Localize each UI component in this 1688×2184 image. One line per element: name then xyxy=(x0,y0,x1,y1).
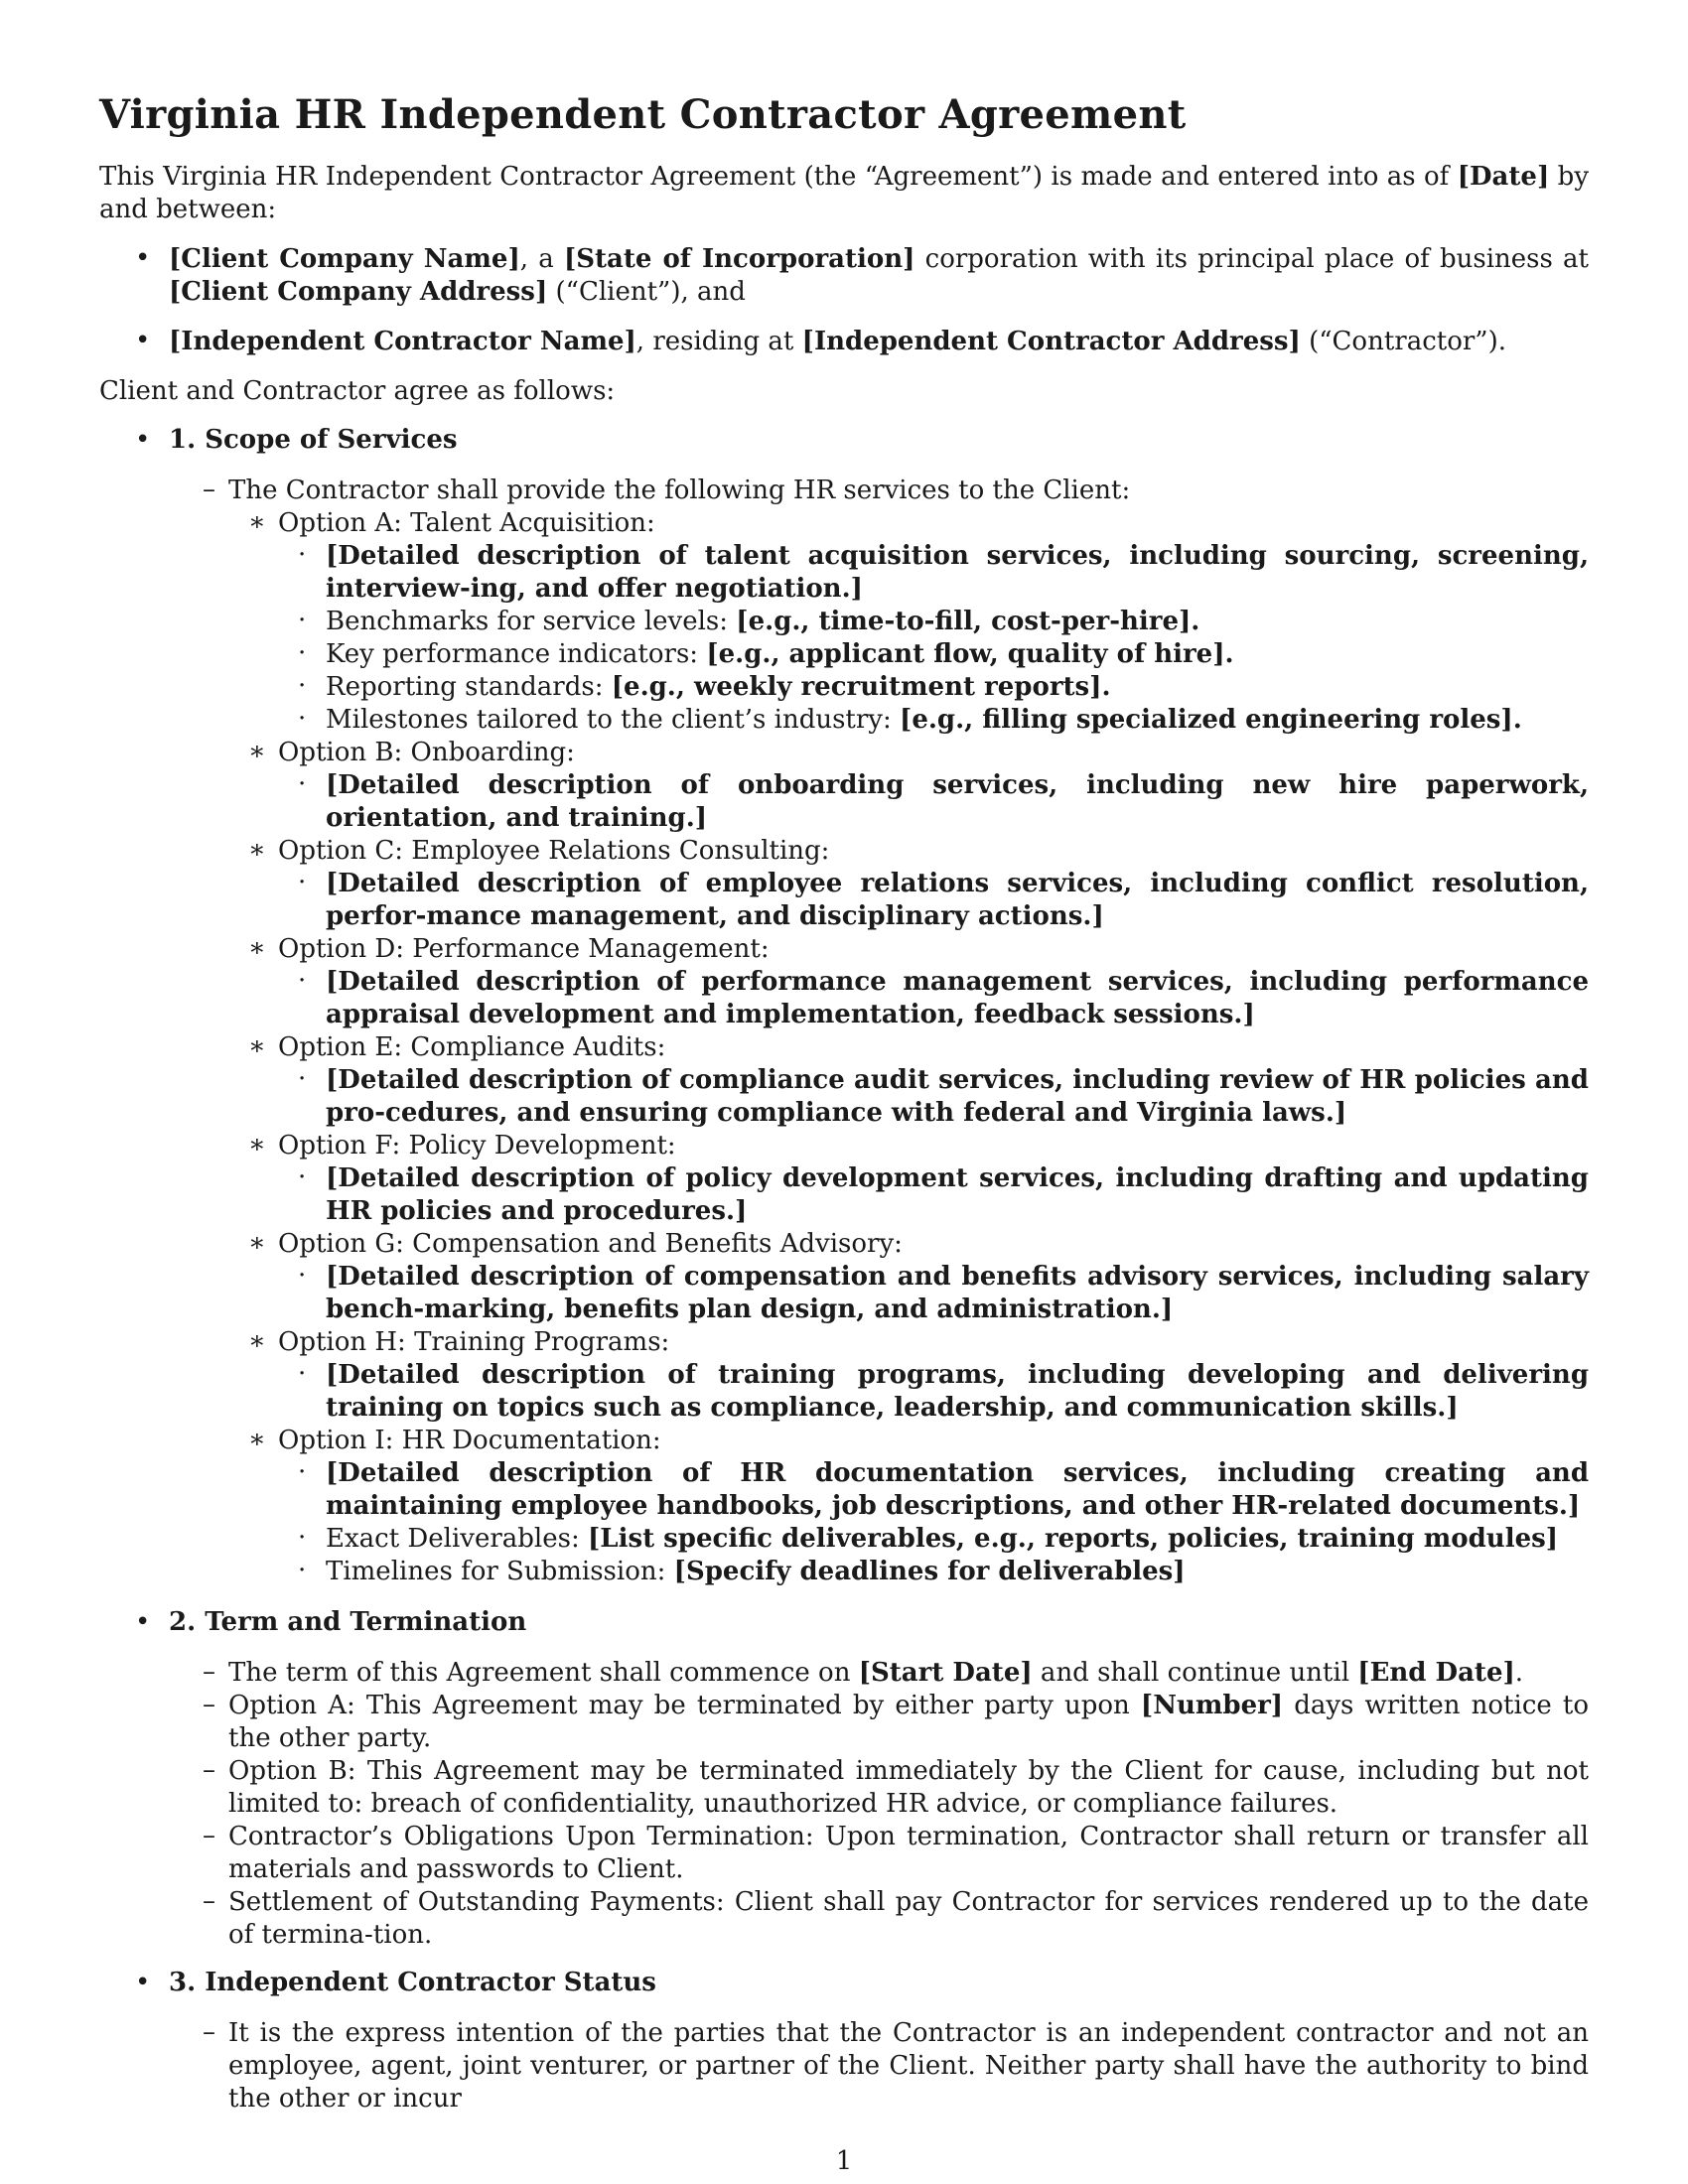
option-g-description: [Detailed description of compensation and benefits advisory services, including salary bench-marking, benefits plan design, and administration.] xyxy=(326,1262,1589,1324)
option-d-label: Option D: Performance Management: xyxy=(278,934,770,964)
option-b-label: Option B: Onboarding: xyxy=(278,738,575,767)
option-a-description: [Detailed description of talent acquisition services, including sourcing, screening, interview-ing, and offer negotiation.] xyxy=(326,541,1589,604)
termination-option-a: Option A: This Agreement may be terminated by either party upon [Number] days written notice to the other party. xyxy=(228,1691,1589,1753)
bullet-icon: • xyxy=(135,243,151,273)
middot-icon: · xyxy=(298,671,307,701)
deliverables-line: Exact Deliverables: [List specific deliverables, e.g., reports, policies, training modules] xyxy=(326,1524,1559,1554)
reporting-line: Reporting standards: [e.g., weekly recruitment reports]. xyxy=(326,672,1111,702)
contractor-status-text: It is the express intention of the parties that the Contractor is an independent contractor and not an employee, agent, joint venturer, or partner of the Client. Neither party shall have the authority to bind the other or incur xyxy=(228,2018,1589,2114)
middot-icon: · xyxy=(298,1064,307,1094)
section-2-heading: 2. Term and Termination xyxy=(169,1607,527,1637)
option-c-label: Option C: Employee Relations Consulting: xyxy=(278,836,830,866)
date-placeholder: [Date] xyxy=(1457,162,1550,192)
asterisk-icon: ∗ xyxy=(248,1228,266,1258)
middot-icon: · xyxy=(298,638,307,668)
section-1-heading: 1. Scope of Services xyxy=(169,425,458,455)
asterisk-icon: ∗ xyxy=(248,933,266,963)
agree-line: Client and Contractor agree as follows: xyxy=(99,376,616,406)
timelines-line: Timelines for Submission: [Specify deadlines for deliverables] xyxy=(326,1557,1186,1586)
party-client: [Client Company Name], a [State of Incorporation] corporation with its principal place of business at [Client Company Address] (“Client”), and xyxy=(169,244,1589,307)
option-i-label: Option I: HR Documentation: xyxy=(278,1426,661,1455)
asterisk-icon: ∗ xyxy=(248,1425,266,1454)
option-a-label: Option A: Talent Acquisition: xyxy=(278,508,655,538)
dash-icon: – xyxy=(203,2017,215,2047)
dash-icon: – xyxy=(203,1886,215,1916)
asterisk-icon: ∗ xyxy=(248,507,266,537)
middot-icon: · xyxy=(298,1556,307,1585)
asterisk-icon: ∗ xyxy=(248,737,266,766)
milestones-line: Milestones tailored to the client’s industry: [e.g., filling specialized engineering roles]. xyxy=(326,705,1522,735)
s1-lead: The Contractor shall provide the following HR services to the Client: xyxy=(228,476,1131,505)
dash-icon: – xyxy=(203,1657,215,1687)
option-f-label: Option F: Policy Development: xyxy=(278,1131,676,1160)
middot-icon: · xyxy=(298,1457,307,1487)
option-f-description: [Detailed description of policy development services, including drafting and updating HR policies and procedures.] xyxy=(326,1163,1589,1226)
middot-icon: · xyxy=(298,868,307,897)
asterisk-icon: ∗ xyxy=(248,1031,266,1061)
benchmarks-line: Benchmarks for service levels: [e.g., time-to-fill, cost-per-hire]. xyxy=(326,607,1200,636)
asterisk-icon: ∗ xyxy=(248,835,266,865)
option-e-description: [Detailed description of compliance audit services, including review of HR policies and pro-cedures, and ensuring compliance with federal and Virginia laws.] xyxy=(326,1065,1589,1128)
dash-icon: – xyxy=(203,1755,215,1785)
middot-icon: · xyxy=(298,1359,307,1389)
middot-icon: · xyxy=(298,1261,307,1291)
middot-icon: · xyxy=(298,606,307,635)
middot-icon: · xyxy=(298,769,307,799)
kpi-line: Key performance indicators: [e.g., applicant flow, quality of hire]. xyxy=(326,639,1234,669)
party-contractor: [Independent Contractor Name], residing at [Independent Contractor Address] (“Contractor”). xyxy=(169,327,1506,356)
option-d-description: [Detailed description of performance management services, including performance appraisal development and implementation, feedback sessions.] xyxy=(326,967,1589,1029)
asterisk-icon: ∗ xyxy=(248,1326,266,1356)
bullet-icon: • xyxy=(135,1968,151,1997)
middot-icon: · xyxy=(298,1162,307,1192)
termination-settlement: Settlement of Outstanding Payments: Client shall pay Contractor for services rendered up to the date of termina-tion. xyxy=(228,1887,1589,1950)
middot-icon: · xyxy=(298,966,307,996)
termination-obligations: Contractor’s Obligations Upon Termination: Upon termination, Contractor shall return or transfer all materials and passwords to Client. xyxy=(228,1822,1589,1884)
intro-paragraph: This Virginia HR Independent Contractor Agreement (the “Agreement”) is made and entered into as of [Date] by and between: xyxy=(99,162,1590,224)
middot-icon: · xyxy=(298,1523,307,1553)
option-i-description: [Detailed description of HR documentation services, including creating and maintaining employee handbooks, job descriptions, and other HR-related documents.] xyxy=(326,1458,1589,1521)
bullet-icon: • xyxy=(135,1607,151,1637)
middot-icon: · xyxy=(298,540,307,570)
section-3-heading: 3. Independent Contractor Status xyxy=(169,1968,656,1997)
term-line: The term of this Agreement shall commence on [Start Date] and shall continue until [End Date]. xyxy=(228,1658,1524,1688)
option-g-label: Option G: Compensation and Benefits Advisory: xyxy=(278,1229,903,1259)
bullet-icon: • xyxy=(135,425,151,455)
option-b-description: [Detailed description of onboarding services, including new hire paperwork, orientation, and training.] xyxy=(326,770,1589,833)
bullet-icon: • xyxy=(135,326,151,355)
page-number: 1 xyxy=(835,2146,853,2176)
asterisk-icon: ∗ xyxy=(248,1130,266,1160)
option-h-label: Option H: Training Programs: xyxy=(278,1327,670,1357)
dash-icon: – xyxy=(203,475,215,504)
option-c-description: [Detailed description of employee relations services, including conflict resolution, perfor-mance management, and disciplinary actions.] xyxy=(326,869,1589,931)
dash-icon: – xyxy=(203,1821,215,1850)
termination-option-b: Option B: This Agreement may be terminated immediately by the Client for cause, including but not limited to: breach of confidentiality, unauthorized HR advice, or compliance failures. xyxy=(228,1756,1589,1819)
dash-icon: – xyxy=(203,1690,215,1719)
option-e-label: Option E: Compliance Audits: xyxy=(278,1032,666,1062)
middot-icon: · xyxy=(298,704,307,734)
option-h-description: [Detailed description of training programs, including developing and delivering training on topics such as compliance, leadership, and communication skills.] xyxy=(326,1360,1589,1423)
document-title: Virginia HR Independent Contractor Agreement xyxy=(99,91,1187,138)
